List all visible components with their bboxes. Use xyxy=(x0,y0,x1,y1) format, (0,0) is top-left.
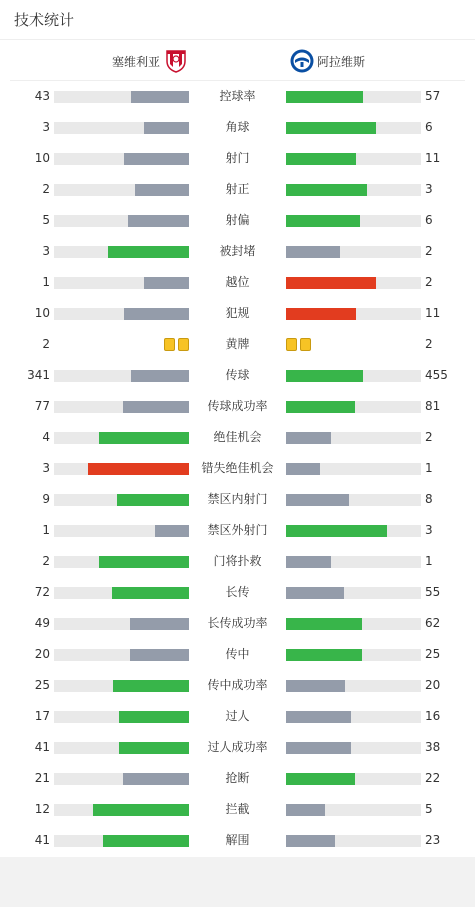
away-value: 2 xyxy=(425,275,433,289)
stat-label: 越位 xyxy=(225,275,250,289)
stat-label: 传中 xyxy=(225,647,250,661)
home-bar-track xyxy=(54,370,189,382)
home-bar-track xyxy=(54,773,189,785)
stat-label: 传中成功率 xyxy=(207,678,268,692)
away-bar-fill xyxy=(286,680,345,692)
stat-label: 射门 xyxy=(225,151,250,165)
home-value: 77 xyxy=(34,399,50,413)
home-yellow-cards xyxy=(164,338,189,351)
stat-row xyxy=(0,329,475,360)
away-value: 1 xyxy=(425,554,433,568)
stat-label: 门将扑救 xyxy=(213,554,262,568)
stat-row xyxy=(0,174,475,205)
away-bar-fill xyxy=(286,122,376,134)
away-value: 16 xyxy=(425,709,441,723)
stat-row xyxy=(0,670,475,701)
away-value: 57 xyxy=(425,89,441,103)
away-bar-fill xyxy=(286,370,363,382)
stat-row xyxy=(0,515,475,546)
home-bar-fill xyxy=(103,835,189,847)
home-bar-fill xyxy=(113,680,189,692)
away-value: 2 xyxy=(425,430,433,444)
stat-label: 抢断 xyxy=(225,771,250,785)
away-bar-fill xyxy=(286,556,331,568)
stat-label: 角球 xyxy=(225,120,250,134)
away-bar-fill xyxy=(286,618,362,630)
stat-label: 传球 xyxy=(225,368,250,382)
stat-row xyxy=(0,453,475,484)
away-bar-fill xyxy=(286,649,362,661)
stat-label: 黄牌 xyxy=(225,337,250,351)
away-value: 8 xyxy=(425,492,433,506)
away-yellow-cards xyxy=(286,338,311,351)
away-bar-track xyxy=(286,804,421,816)
away-value: 3 xyxy=(425,523,433,537)
home-value: 41 xyxy=(34,833,50,847)
yellow-card-icon xyxy=(164,338,175,351)
home-value: 3 xyxy=(42,461,50,475)
away-bar-track xyxy=(286,184,421,196)
away-bar-fill xyxy=(286,804,325,816)
home-value: 3 xyxy=(42,244,50,258)
home-bar-fill xyxy=(155,525,189,537)
stat-row xyxy=(0,298,475,329)
home-bar-fill xyxy=(117,494,189,506)
away-team[interactable] xyxy=(290,41,365,81)
away-value: 3 xyxy=(425,182,433,196)
teams-header xyxy=(10,41,465,81)
home-value: 1 xyxy=(42,275,50,289)
stat-row xyxy=(0,422,475,453)
stat-label: 射正 xyxy=(225,182,250,196)
away-value: 22 xyxy=(425,771,441,785)
stat-row xyxy=(0,112,475,143)
stat-label: 射偏 xyxy=(225,213,250,227)
away-bar-fill xyxy=(286,91,363,103)
home-value: 10 xyxy=(34,306,50,320)
away-value: 1 xyxy=(425,461,433,475)
away-value: 11 xyxy=(425,306,441,320)
stat-row xyxy=(0,81,475,112)
home-bar-fill xyxy=(112,587,189,599)
away-bar-track xyxy=(286,773,421,785)
stat-row xyxy=(0,546,475,577)
home-bar-track xyxy=(54,587,189,599)
stat-label: 犯规 xyxy=(225,306,250,320)
home-bar-fill xyxy=(144,122,189,134)
home-value: 2 xyxy=(42,337,50,351)
stat-label: 被封堵 xyxy=(219,244,256,258)
stat-row xyxy=(0,143,475,174)
away-bar-track xyxy=(286,649,421,661)
away-bar-fill xyxy=(286,246,340,258)
home-bar-fill xyxy=(131,370,189,382)
stat-row xyxy=(0,701,475,732)
home-value: 2 xyxy=(42,182,50,196)
away-value: 81 xyxy=(425,399,441,413)
away-bar-track xyxy=(286,91,421,103)
away-bar-fill xyxy=(286,742,351,754)
home-bar-track xyxy=(54,432,189,444)
home-bar-track xyxy=(54,153,189,165)
stat-label: 控球率 xyxy=(219,89,256,103)
stat-row xyxy=(0,236,475,267)
away-value: 455 xyxy=(425,368,448,382)
stats-list xyxy=(0,81,475,856)
home-bar-track xyxy=(54,122,189,134)
away-value: 20 xyxy=(425,678,441,692)
away-bar-track xyxy=(286,401,421,413)
away-bar-track xyxy=(286,587,421,599)
home-bar-fill xyxy=(130,649,189,661)
alaves-crest-icon xyxy=(290,49,314,73)
away-value: 6 xyxy=(425,213,433,227)
home-bar-track xyxy=(54,618,189,630)
away-bar-track xyxy=(286,246,421,258)
away-value: 62 xyxy=(425,616,441,630)
home-value: 25 xyxy=(34,678,50,692)
home-value: 49 xyxy=(34,616,50,630)
away-bar-track xyxy=(286,680,421,692)
stat-label: 绝佳机会 xyxy=(213,430,262,444)
away-bar-track xyxy=(286,215,421,227)
home-bar-fill xyxy=(123,401,189,413)
stat-label: 禁区外射门 xyxy=(207,523,268,537)
home-value: 17 xyxy=(34,709,50,723)
away-bar-track xyxy=(286,370,421,382)
away-value: 5 xyxy=(425,802,433,816)
away-value: 38 xyxy=(425,740,441,754)
stat-label: 传球成功率 xyxy=(207,399,268,413)
stat-row xyxy=(0,608,475,639)
home-value: 341 xyxy=(27,368,50,382)
stat-row xyxy=(0,639,475,670)
home-bar-fill xyxy=(93,804,189,816)
away-bar-fill xyxy=(286,835,335,847)
away-bar-fill xyxy=(286,463,320,475)
stat-row xyxy=(0,267,475,298)
stat-row xyxy=(0,205,475,236)
away-bar-track xyxy=(286,742,421,754)
away-bar-fill xyxy=(286,308,356,320)
home-bar-track xyxy=(54,463,189,475)
away-bar-track xyxy=(286,463,421,475)
away-bar-track xyxy=(286,711,421,723)
away-value: 2 xyxy=(425,337,433,351)
away-bar-fill xyxy=(286,494,349,506)
away-bar-fill xyxy=(286,711,351,723)
away-bar-fill xyxy=(286,184,367,196)
away-bar-fill xyxy=(286,401,355,413)
away-value: 23 xyxy=(425,833,441,847)
home-bar-fill xyxy=(88,463,189,475)
home-value: 20 xyxy=(34,647,50,661)
home-bar-track xyxy=(54,835,189,847)
home-bar-fill xyxy=(128,215,189,227)
home-bar-fill xyxy=(119,711,189,723)
home-team[interactable] xyxy=(112,41,188,81)
away-bar-track xyxy=(286,494,421,506)
home-value: 4 xyxy=(42,430,50,444)
away-bar-fill xyxy=(286,525,387,537)
home-value: 2 xyxy=(42,554,50,568)
home-bar-track xyxy=(54,742,189,754)
stat-row xyxy=(0,732,475,763)
stat-label: 解围 xyxy=(225,833,250,847)
home-bar-track xyxy=(54,804,189,816)
away-bar-fill xyxy=(286,215,360,227)
home-bar-fill xyxy=(135,184,189,196)
away-bar-track xyxy=(286,122,421,134)
home-bar-track xyxy=(54,246,189,258)
home-bar-fill xyxy=(99,556,189,568)
home-value: 5 xyxy=(42,213,50,227)
stat-label: 过人成功率 xyxy=(207,740,268,754)
away-value: 2 xyxy=(425,244,433,258)
stat-label: 长传成功率 xyxy=(207,616,268,630)
away-team-name: 阿拉维斯 xyxy=(317,54,366,69)
yellow-card-icon xyxy=(300,338,311,351)
stat-label: 禁区内射门 xyxy=(207,492,268,506)
home-bar-track xyxy=(54,308,189,320)
home-value: 3 xyxy=(42,120,50,134)
away-value: 11 xyxy=(425,151,441,165)
home-bar-track xyxy=(54,556,189,568)
stat-row xyxy=(0,825,475,856)
home-value: 72 xyxy=(34,585,50,599)
away-bar-fill xyxy=(286,773,355,785)
home-value: 21 xyxy=(34,771,50,785)
away-value: 55 xyxy=(425,585,441,599)
away-bar-track xyxy=(286,308,421,320)
home-bar-fill xyxy=(131,91,189,103)
home-value: 10 xyxy=(34,151,50,165)
home-bar-track xyxy=(54,277,189,289)
stat-row xyxy=(0,484,475,515)
home-bar-fill xyxy=(124,308,189,320)
stat-row xyxy=(0,360,475,391)
away-bar-fill xyxy=(286,277,376,289)
page-title: 技术统计 xyxy=(0,0,475,40)
home-value: 43 xyxy=(34,89,50,103)
home-bar-fill xyxy=(124,153,189,165)
away-bar-track xyxy=(286,277,421,289)
home-bar-fill xyxy=(108,246,189,258)
away-bar-track xyxy=(286,618,421,630)
away-value: 6 xyxy=(425,120,433,134)
away-bar-fill xyxy=(286,153,356,165)
home-bar-track xyxy=(54,711,189,723)
stat-row xyxy=(0,794,475,825)
home-bar-track xyxy=(54,649,189,661)
away-bar-track xyxy=(286,835,421,847)
home-bar-track xyxy=(54,401,189,413)
home-team-name: 塞维利亚 xyxy=(111,54,160,69)
home-bar-fill xyxy=(99,432,189,444)
stat-label: 拦截 xyxy=(225,802,250,816)
stat-row xyxy=(0,763,475,794)
sevilla-crest-icon xyxy=(164,49,188,73)
stat-label: 错失绝佳机会 xyxy=(201,461,274,475)
away-bar-track xyxy=(286,153,421,165)
home-bar-fill xyxy=(130,618,189,630)
away-value: 25 xyxy=(425,647,441,661)
stat-row xyxy=(0,391,475,422)
home-value: 1 xyxy=(42,523,50,537)
home-value: 41 xyxy=(34,740,50,754)
home-value: 9 xyxy=(42,492,50,506)
home-bar-track xyxy=(54,680,189,692)
home-value: 12 xyxy=(34,802,50,816)
yellow-card-icon xyxy=(286,338,297,351)
home-bar-track xyxy=(54,184,189,196)
stat-row xyxy=(0,577,475,608)
away-bar-track xyxy=(286,556,421,568)
home-bar-track xyxy=(54,91,189,103)
away-bar-track xyxy=(286,525,421,537)
home-bar-track xyxy=(54,215,189,227)
stat-label: 过人 xyxy=(225,709,250,723)
stat-label: 长传 xyxy=(225,585,250,599)
home-bar-fill xyxy=(123,773,189,785)
yellow-card-icon xyxy=(178,338,189,351)
away-bar-fill xyxy=(286,432,331,444)
home-bar-track xyxy=(54,494,189,506)
home-bar-fill xyxy=(119,742,189,754)
away-bar-fill xyxy=(286,587,344,599)
home-bar-fill xyxy=(144,277,189,289)
home-bar-track xyxy=(54,525,189,537)
away-bar-track xyxy=(286,432,421,444)
